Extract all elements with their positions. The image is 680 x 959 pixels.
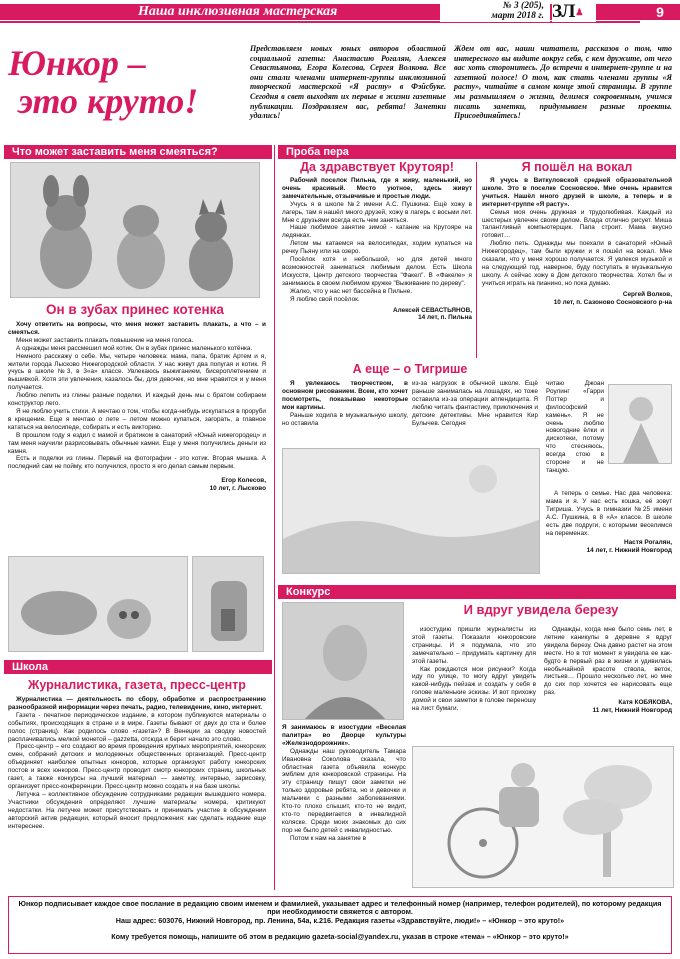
article-title-kotenok: Он в зубах принес котенка xyxy=(46,302,224,317)
newspaper-logo: ЗЛ♟ xyxy=(552,2,596,22)
article-title-bereza: И вдруг увидела березу xyxy=(463,602,619,617)
article-col3b-tigrisha: А теперь о семье. Нас два человека: мама и я. У нас есть кошка, её зовут Тигриша. Учусь в гимназии №25 имени А.С. Пушкина, в 8 «А» классе. В школе есть две подруги, с которыми веселимся на переменах. Настя Рогалян, 14 лет, г. Нижний Новгород xyxy=(546,490,672,555)
article-body-krutoyar: Рабочий поселок Пильна, где я живу, маленький, но очень красивый. Место уютное, здесь живут замечательные, отзывчивые и простые люди. Учусь я в школе №2 имени А.С. Пушкина. Ещё хожу в лагерь, там я нашёл много друзей, хожу в лагерь с восьми лет. Мне с друзьями всегда есть чем заняться. Наше любимое занятие зимой - катание на Крутояре на ледянках. Летом мы катаемся на велосипедах, ходим купаться на речку Пьяну или на озеро. Посёлок хотя и небольшой, но для детей много возможностей заниматься любимым делом. Есть Школа Искусств, Центр детского творчества "Факел". В «Факеле» я занимаюсь в своем любимом кружке "Выживание по дереву". Жалко, что у нас нет бассейна в Пильне. Я люблю свой посёлок. Алексей СЕВАСТЬЯНОВ, 14 лет, п. Пильна xyxy=(282,177,472,322)
section-head-konkurs: Конкурс xyxy=(278,585,676,599)
article-body-vokal: Я учусь в Виткуловской средней образовательной школе. Это в поселке Сосновское. Мне очень нравится учиться. Нашёл много друзей в школе, а теперь и в интернет-группе «Я расту». Семья моя очень дружная и трудолюбивая. Каждый из шестерых увлечен своим делом. Влада отлично рисует. Миша талантливый компьютерщик. Папа строит. Мама вкусно готовит… Люблю петь. Однажды мы поехали в санаторий «Юный Нижегородец», там были кружки и я пошёл на вокал. Мне сказали, что у меня хорошо получается. Я увлекся музыкой и на следующий год, наверное, буду поступать в музыкальную школу. А сейчас хожу в Дом детского творчества. Хотел бы и учиться играть на пианино, но пока думаю. Сергей Волков, 10 лет, п. Сазоново Сосновского р-на xyxy=(482,177,672,306)
article-col2-bereza: изостудию пришли журналисты из этой газеты. Показали юнкоровские страницы. И я подумала, что это замечательно – придумать картинку для этой газеты. Как рождаются мои рисунки? Когда иду по улице, то могу вдруг увидеть какой-нибудь пейзаж и создать у себя в голове маленькие эскизы. И вот прихожу домой и свои заметки в голове переношу на лист бумаги. xyxy=(412,626,536,713)
hero-title: Юнкор – это круто! xyxy=(8,43,199,121)
article-col1-bereza: Я занимаюсь в изостудии «Веселая палитра» во Дворце культуры «Железнодорожник». Однажды наш руководитель Тамара Ивановна Соколова сказала, что областная газета объявила конкурс эмблем для юнкоровской страницы. На эту страницу пишут свои заметки не только здоровые ребята, но и девочки и мальчики с разными заболеваниями. Кто-то плохо слышит, кто-то не видит, кто-то передвигается в инвалидной коляске. Среди моих знакомых до сих пор не было детей с инвалидностью. Потом к нам на занятие в xyxy=(282,724,406,842)
article-col1-tigrisha: Я увлекаюсь творчеством, в основном рисованием. Всем, кто хочет посмотреть, показываю некоторые мои картины. Раньше ходила в музыкальную школу, но оставила xyxy=(282,380,408,427)
clay-figures-photo xyxy=(10,162,260,298)
article-title-vokal: Я пошёл на вокал xyxy=(521,160,633,174)
clay-house-icon xyxy=(193,557,264,652)
article-body-journalism: Журналистика — деятельность по сбору, обработке и распространению разнообразной информации через печать, радио, телевидение, кино, интернет. Газета - печатное периодическое издание, в котором публикуются материалы о событиях, происходящих в стране и в мире. Газеты бывают от двух до ста и более полос (страниц). Как родилось слово «газета»? В Венеции за сводку новостей расплачивались мелкой монетой – gazzetta, отсюда и берет начало это слово. Пресс-центр – его создают во время проведения крупных мероприятий, юнкорских смен, собраний детских и молодежных общественных организаций. Пресс-центр объединяет наиболее опытных юнкоров, которые организуют работу юнкорских постов и всех юнкоров. Пресс-центр проводит смотр юнкорских страниц, школьных газет, а также конкурсы на лучший материал — заметку, интервью, зарисовку, организует пресс-конференции. Пресс-центр можно создать и на базе школы. Летучка – коллективное обсуждение сотрудниками редакции вышедшего номера. Участники обсуждения определяют лучшие материалы номера, критикуют недостатки. На летучке может присутствовать и принимать участие в обсуждении авторский актив редакции, который вносит предложения: как сделать издание еще интереснее. xyxy=(8,696,266,830)
section-head-laugh: Что может заставить меня смеяться? xyxy=(4,145,272,159)
article-title-journalism: Журналистика, газета, пресс-центр xyxy=(28,678,246,692)
article-title-krutoyar: Да здравствует Крутояр! xyxy=(300,160,454,174)
article-col3-tigrisha: читаю Джоан Роулинг «Гарри Поттер и философский камень». Я не очень люблю новогодние ёлки и дискотеки, потому что стесняюсь, всегда стою в стороне и не танцую. xyxy=(546,380,604,474)
wheelchair-drawing-icon xyxy=(413,747,674,888)
issue-info: № 3 (205), март 2018 г. xyxy=(440,2,550,22)
page-number: 9 xyxy=(640,4,680,20)
painted-stones-icon xyxy=(9,557,188,652)
clay-house-photo xyxy=(192,556,264,652)
painting-landscape-icon xyxy=(283,449,540,574)
logo-figure-icon: ♟ xyxy=(575,7,584,17)
girl-portrait-photo xyxy=(282,602,404,720)
article-col2-tigrisha: из-за нагрузок в обычной школе. Ещё раньше занималась на лошадях, но тоже оставила из-за операции аппендицита. Я люблю читать фантастику, приключения и детские детективы. Мне нравится Кир Булычев. Сегодня xyxy=(412,380,538,427)
painted-stones-photo xyxy=(8,556,188,652)
page-header xyxy=(0,0,680,26)
section-head-school: Школа xyxy=(4,660,272,674)
intro-left: Представляем новых юных авторов областной социальной газеты: Анастасию Рогалян, Алексея Севастьянова, Егора Колесова, Сергея Волкова. Все они стали членами интернет-группы инклюзивной творческой мастерской «Я расту» в Фэйсбуке. Сегодня в свет выходят их первые в жизни газетные публикации. Поздравляем вас, ребята! Заметки удались! xyxy=(250,44,446,121)
footer-notice: Юнкор подписывает каждое свое послание в редакцию своим именем и фамилией, указывает адрес и телефонный номер (например, телефон родителей), по которому редакция при необходимости свяжется с автором. Наш адрес: 603076, Нижний Новгород, пр. Ленина, 54а, к.216. Редакция газеты «Здравствуйте, люди!» – «Юнкор – это круто!» Кому требуется помощь, напишите об этом в редакцию gazeta-social@yandex.ru, указав в строке «тема» – «Юнкор – это круто!» xyxy=(8,896,672,954)
girl-portrait-icon xyxy=(283,603,404,720)
article-body-kotenok: Хочу ответить на вопросы, что меня может заставить плакать, а что – и смеяться. Меня может заставить плакать повышение на меня голоса. А однажды меня рассмешил мой котик. Он в зубах принес маленького котёнка. Немного расскажу о себе. Мы, четыре человека: мама, папа, братик Артем и я, жители города Лысково Нижегородской области. У нас живут два попугая и котик. Я учусь в школе №3, в 3«а» классе. Увлекаюсь выжиганием, бисероплетением и вышивкой. Хотя эти увлечения, казалось бы, для девочек, но мне нравится и у меня получается. Люблю лепить из глины разные поделки. И каждый день мы с братом собираем конструктор лего. Я не люблю учить стихи. А мечтаю о том, чтобы когда-нибудь искупаться в проруби в крещение. Еще я мечтаю о лете – летом можно купаться, загорать, а главное кататься на велосипеде, собирать и есть викторию. В прошлом году я ездил с мамой и братиком в санаторий «Юный нижегородец» и там меня научили разрисовывать обычные камни. Еще у меня получились деньги из камня. Есть и поделки из глины. Первый на фотографии - это котик. Вторая мышка. А последний сам не пойму, кто получился, просто я его делал самым первым. Егор Колесов, 10 лет, г. Лысково xyxy=(8,321,266,493)
intro-right: Ждем от вас, наши читатели, рассказов о том, что интересного вы видите вокруг себя, с кем дружите, от чего вас хоть сторонитесь. До встречи в интернет-группе и на газетной полосе! О том, как стать членами группы «Я расту», читайте в самом конце этой страницы. В группе мы размышляем о жизни, делимся сокровенным, учимся писать заметки, придумываем разные проекты. Присоединяйтесь! xyxy=(454,44,672,121)
article-title-tigrisha: А еще – о Тигрише xyxy=(352,362,468,376)
painting-photo xyxy=(282,448,540,574)
emblem-drawing-photo xyxy=(412,746,674,888)
clay-figures-icon xyxy=(11,163,260,298)
girl-drawing-photo xyxy=(608,384,672,464)
section-title: Наша инклюзивная мастерская xyxy=(100,4,430,20)
section-head-proba: Проба пера xyxy=(278,145,676,159)
article-col3-bereza: Однажды, когда мне было семь лет, в летние каникулы в деревне я вдруг увидела березу. Она давно растет на этом месте. Но в тот момент я увидела ее как-будто в первый раз в жизни и удивилась необычайной красоте ствола, веток, листьев… Прошло несколько лет, но мне до сих пор хочется ее нарисовать еще раз. Катя КОБЯКОВА, 11 лет, Нижний Новгород xyxy=(544,626,672,715)
girl-drawing-icon xyxy=(609,385,672,464)
